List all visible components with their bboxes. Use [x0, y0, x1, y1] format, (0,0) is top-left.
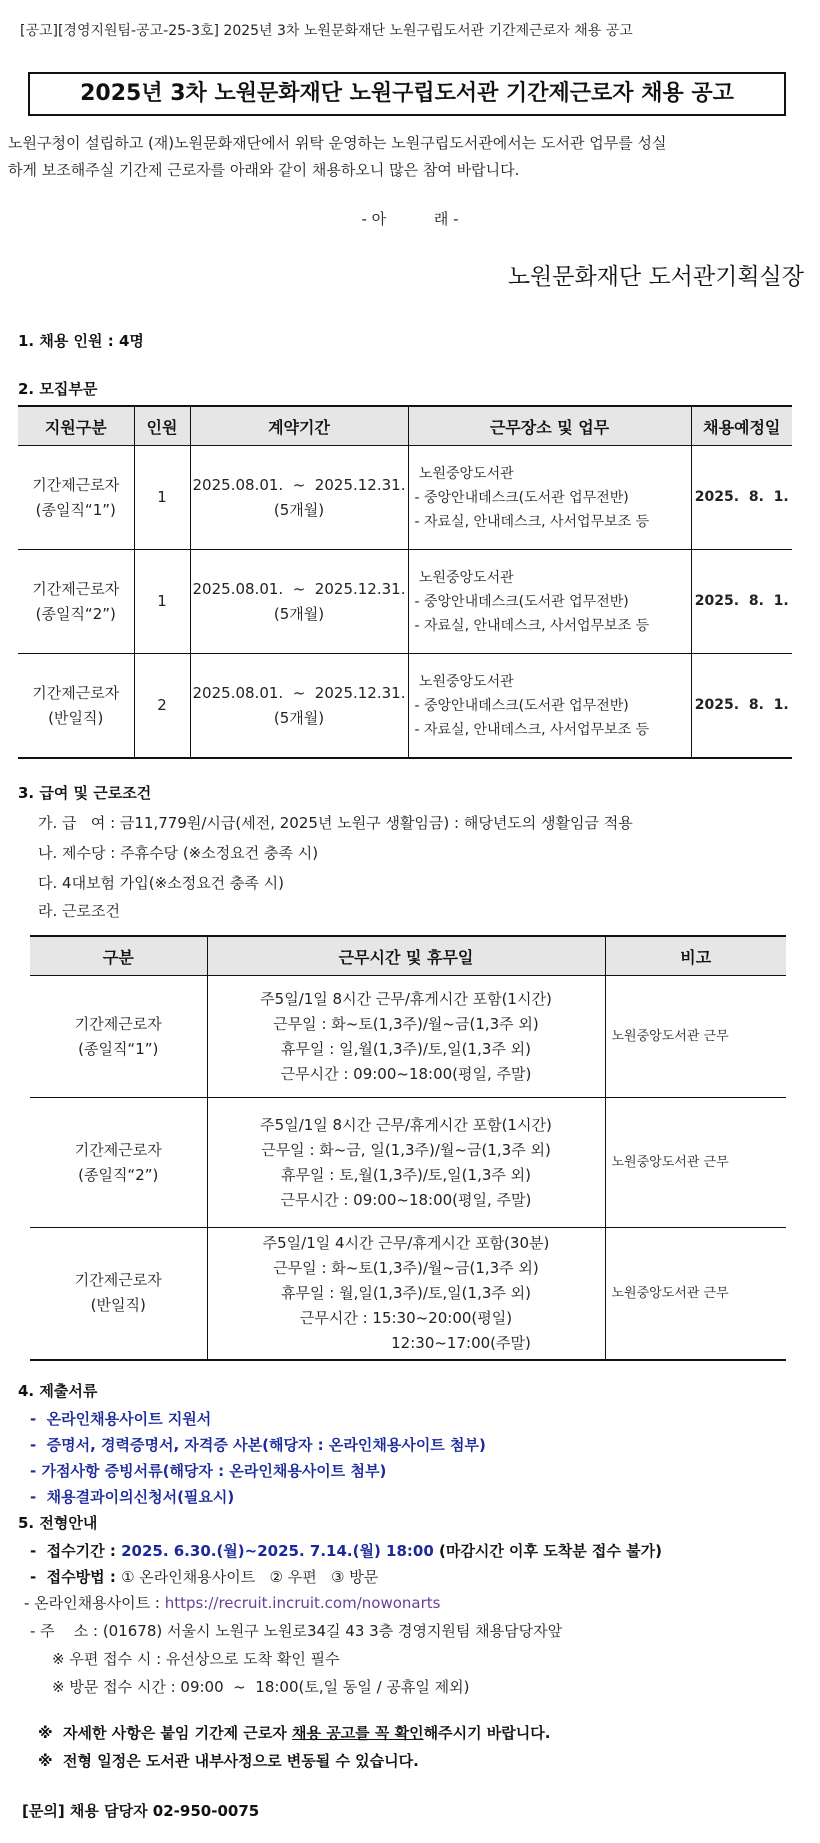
schedule-line: 주5일/1일 8시간 근무/휴게시간 포함(1시간)	[260, 1115, 552, 1134]
work-cell	[408, 550, 691, 654]
schedule-line: 근무시간 : 15:30~20:00(평일)	[299, 1308, 513, 1327]
method-line	[30, 1566, 378, 1587]
type-sub: (종일직“2”)	[35, 604, 116, 623]
period-range: 2025.08.01. ~ 2025.12.31.	[192, 475, 406, 494]
schedule-line: 주5일/1일 8시간 근무/휴게시간 포함(1시간)	[260, 989, 552, 1008]
col-header: 근무시간 및 휴무일	[207, 936, 605, 976]
type-cell	[18, 654, 134, 759]
count-cell: 1	[134, 446, 190, 550]
section-5-heading: 5. 전형안내	[18, 1514, 98, 1532]
schedule-line: 근무시간 : 09:00~18:00(평일, 주말)	[280, 1190, 532, 1209]
table-row	[18, 654, 792, 759]
period-note: (마감시간 이후 도착분 접수 불가)	[433, 1542, 662, 1560]
section-4-heading: 4. 제출서류	[18, 1382, 98, 1400]
schedule-cell	[207, 1228, 605, 1360]
work-place: 노원중앙도서관	[414, 673, 514, 690]
type-cell	[30, 1098, 207, 1228]
address-line: - 주 소 : (01678) 서울시 노원구 노원로34길 43 3층 경영지원팀 채용담당자앞	[30, 1622, 563, 1640]
note-cell: 노원중앙도서관 근무	[605, 1228, 786, 1360]
period-label: - 접수기간 :	[30, 1542, 122, 1560]
doc-item: - 가점사항 증빙서류(해당자 : 온라인채용사이트 첨부)	[30, 1462, 387, 1480]
schedule-line: 근무시간 : 09:00~18:00(평일, 주말)	[280, 1064, 532, 1083]
schedule-line: 휴무일 : 일,월(1,3주)/토,일(1,3주 외)	[281, 1039, 531, 1058]
salary-item: 가. 급 여 : 금11,779원/시급(세전, 2025년 노원구 생활임금) : 해당년도의 생활임금 적용	[38, 814, 633, 832]
schedule-line: 12:30~17:00(주말)	[391, 1333, 531, 1352]
period-range: 2025.08.01. ~ 2025.12.31.	[192, 683, 406, 702]
type-cell	[18, 550, 134, 654]
contact-line: [문의] 채용 담당자 02-950-0075	[22, 1802, 260, 1820]
work-place: 노원중앙도서관	[414, 569, 514, 586]
col-header: 근무장소 및 업무	[408, 406, 691, 446]
schedule-line: 휴무일 : 월,일(1,3주)/토,일(1,3주 외)	[281, 1283, 531, 1302]
period-months: (5개월)	[273, 604, 325, 623]
col-header: 비고	[605, 936, 786, 976]
hire-date-cell: 2025. 8. 1.	[691, 654, 792, 759]
site-line	[24, 1592, 440, 1613]
conditions-table-header	[30, 936, 786, 976]
table-row	[30, 976, 786, 1098]
section-3-heading: 3. 급여 및 근로조건	[18, 784, 152, 802]
type-cell	[18, 446, 134, 550]
work-duty: - 중앙안내데스크(도서관 업무전반)	[414, 489, 629, 506]
schedule-line: 근무일 : 화~금, 일(1,3주)/월~금(1,3주 외)	[261, 1140, 551, 1159]
notice-1-text: ※ 자세한 사항은 붙임 기간제 근로자	[38, 1724, 292, 1742]
type-sub: (종일직“2”)	[78, 1165, 159, 1184]
period-cell	[190, 654, 408, 759]
type-sub: (반일직)	[48, 708, 104, 727]
period-line	[30, 1540, 662, 1561]
note-cell: 노원중앙도서관 근무	[605, 976, 786, 1098]
below-marker: - 아 래 -	[361, 210, 459, 228]
recruit-table-header	[18, 406, 792, 446]
work-duty: - 자료실, 안내데스크, 사서업무보조 등	[414, 617, 650, 634]
hire-date-cell: 2025. 8. 1.	[691, 550, 792, 654]
insurance-item: 다. 4대보험 가입(※소정요건 충족 시)	[38, 874, 285, 892]
intro-paragraph	[8, 130, 808, 184]
doc-item: - 증명서, 경력증명서, 자격증 사본(해당자 : 온라인채용사이트 첨부)	[30, 1436, 486, 1454]
table-row	[18, 550, 792, 654]
work-place: 노원중앙도서관	[414, 465, 514, 482]
section-1-heading: 1. 채용 인원 : 4명	[18, 332, 144, 350]
col-header: 계약기간	[190, 406, 408, 446]
doc-item: - 온라인채용사이트 지원서	[30, 1410, 212, 1428]
doc-item: - 채용결과이의신청서(필요시)	[30, 1488, 235, 1506]
work-cell	[408, 654, 691, 759]
period-cell	[190, 550, 408, 654]
table-row	[30, 1098, 786, 1228]
type-label: 기간제근로자	[74, 1140, 162, 1159]
type-label: 기간제근로자	[74, 1271, 162, 1290]
type-label: 기간제근로자	[74, 1014, 162, 1033]
visit-note: ※ 방문 접수 시간 : 09:00 ~ 18:00(토,일 동일 / 공휴일 제외)	[52, 1678, 470, 1696]
col-header: 인원	[134, 406, 190, 446]
period-value: 2025. 6.30.(월)~2025. 7.14.(월) 18:00	[121, 1542, 434, 1560]
type-cell	[30, 976, 207, 1098]
mail-note: ※ 우편 접수 시 : 유선상으로 도착 확인 필수	[52, 1650, 340, 1668]
work-duty: - 자료실, 안내데스크, 사서업무보조 등	[414, 721, 650, 738]
table-row	[30, 1228, 786, 1360]
note-cell: 노원중앙도서관 근무	[605, 1098, 786, 1228]
hire-date-cell: 2025. 8. 1.	[691, 446, 792, 550]
schedule-cell	[207, 976, 605, 1098]
notice-1-emphasis: 채용 공고를 꼭 확인	[292, 1724, 424, 1742]
type-sub: (종일직“1”)	[35, 500, 116, 519]
document-id: [공고][경영지원팀-공고-25-3호] 2025년 3차 노원문화재단 노원구립도서관 기간제근로자 채용 공고	[20, 23, 633, 39]
organization-name: 노원문화재단 도서관기획실장	[507, 264, 804, 290]
notice-1-end: 해주시기 바랍니다.	[423, 1724, 551, 1742]
period-months: (5개월)	[273, 708, 325, 727]
type-label: 기간제근로자	[32, 475, 120, 494]
allowance-item: 나. 제수당 : 주휴수당 (※소정요건 충족 시)	[38, 844, 319, 862]
period-cell	[190, 446, 408, 550]
col-header: 구분	[30, 936, 207, 976]
recruit-site-link[interactable]: https://recruit.incruit.com/nowonarts	[164, 1594, 441, 1612]
site-label: - 온라인채용사이트 :	[24, 1594, 165, 1612]
table-row	[18, 446, 792, 550]
type-sub: (종일직“1”)	[78, 1039, 159, 1058]
period-months: (5개월)	[273, 500, 325, 519]
schedule-line: 근무일 : 화~토(1,3주)/월~금(1,3주 외)	[273, 1258, 539, 1277]
period-range: 2025.08.01. ~ 2025.12.31.	[192, 579, 406, 598]
notice-1	[38, 1722, 550, 1743]
notice-2: ※ 전형 일정은 도서관 내부사정으로 변동될 수 있습니다.	[38, 1752, 419, 1770]
schedule-line: 휴무일 : 토,월(1,3주)/토,일(1,3주 외)	[281, 1165, 531, 1184]
conditions-table	[30, 935, 786, 1361]
section-2-heading: 2. 모집부문	[18, 380, 98, 398]
type-sub: (반일직)	[90, 1296, 146, 1315]
work-duty: - 중앙안내데스크(도서관 업무전반)	[414, 593, 629, 610]
schedule-line: 주5일/1일 4시간 근무/휴게시간 포함(30분)	[262, 1233, 550, 1252]
col-header: 채용예정일	[691, 406, 792, 446]
schedule-cell	[207, 1098, 605, 1228]
col-header: 지원구분	[18, 406, 134, 446]
notice-title: 2025년 3차 노원문화재단 노원구립도서관 기간제근로자 채용 공고	[28, 72, 786, 116]
method-value: ① 온라인채용사이트 ② 우편 ③ 방문	[121, 1568, 379, 1586]
work-duty: - 중앙안내데스크(도서관 업무전반)	[414, 697, 629, 714]
schedule-line: 근무일 : 화~토(1,3주)/월~금(1,3주 외)	[273, 1014, 539, 1033]
work-cell	[408, 446, 691, 550]
count-cell: 2	[134, 654, 190, 759]
type-label: 기간제근로자	[32, 683, 120, 702]
count-cell: 1	[134, 550, 190, 654]
intro-line-2: 하게 보조해주실 기간제 근로자를 아래와 같이 채용하오니 많은 참여 바랍니다.	[8, 161, 520, 179]
type-cell	[30, 1228, 207, 1360]
conditions-item: 라. 근로조건	[38, 902, 120, 920]
method-label: - 접수방법 :	[30, 1568, 122, 1586]
recruit-table	[18, 405, 792, 759]
intro-line-1: 노원구청이 설립하고 (재)노원문화재단에서 위탁 운영하는 노원구립도서관에서는 도서관 업무를 성실	[8, 134, 667, 152]
type-label: 기간제근로자	[32, 579, 120, 598]
work-duty: - 자료실, 안내데스크, 사서업무보조 등	[414, 513, 650, 530]
